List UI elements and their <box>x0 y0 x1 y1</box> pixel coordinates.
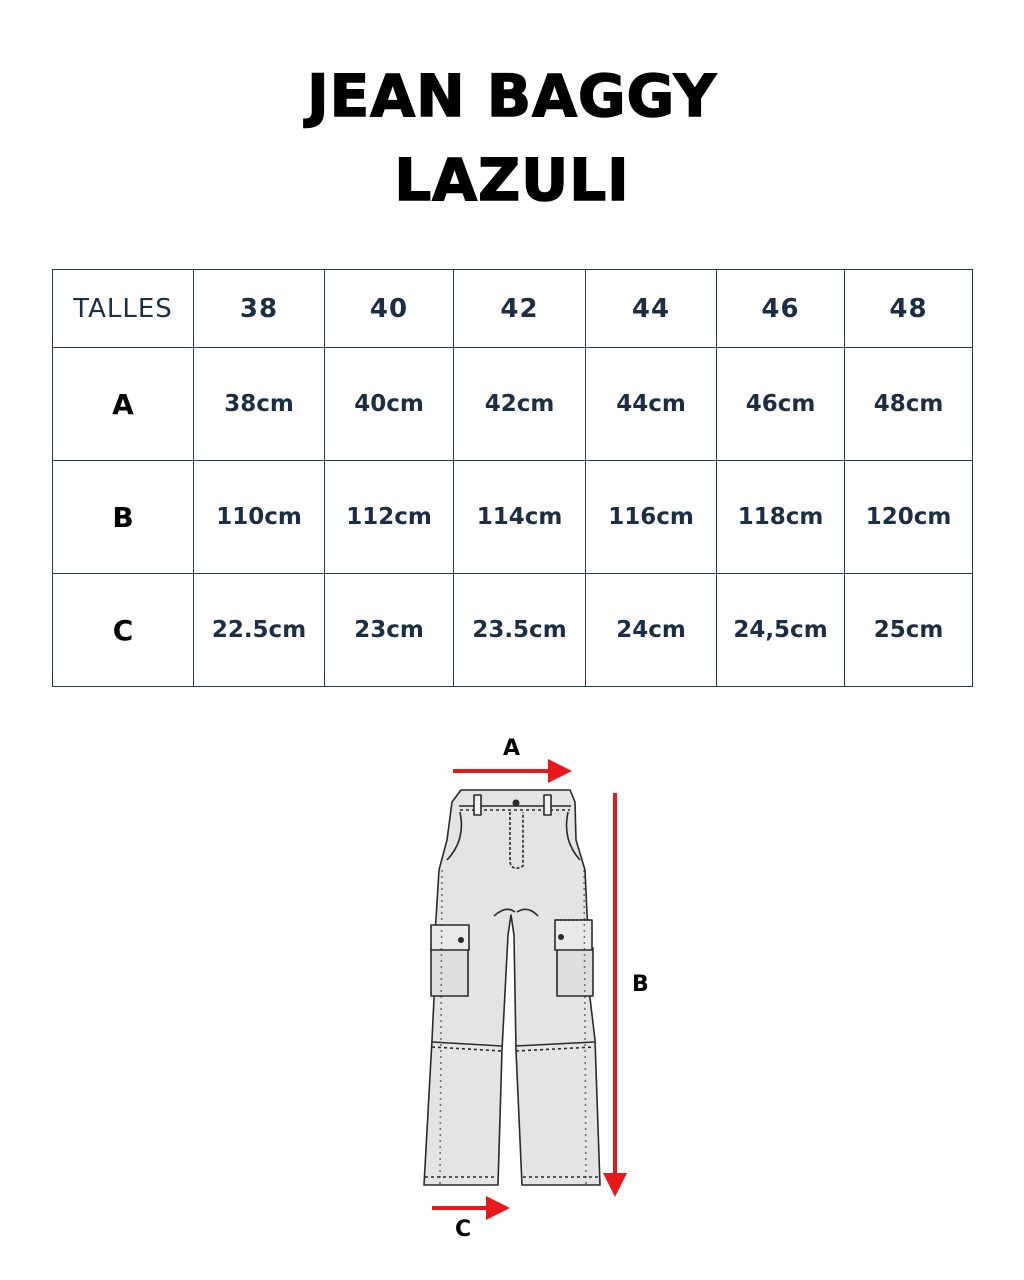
table-cell: 112cm <box>325 461 454 574</box>
table-cell: 24,5cm <box>717 574 845 687</box>
waist-button <box>513 800 520 807</box>
table-cell: 116cm <box>586 461 717 574</box>
row-label: A <box>53 348 194 461</box>
row-label: C <box>53 574 194 687</box>
pants-illustration <box>424 790 600 1185</box>
size-header: 40 <box>325 270 454 348</box>
cargo-button-right <box>558 934 564 940</box>
size-header: 46 <box>717 270 845 348</box>
size-header: 38 <box>194 270 325 348</box>
cargo-pocket-right <box>557 948 593 996</box>
table-cell: 24cm <box>586 574 717 687</box>
cargo-button-left <box>458 937 464 943</box>
table-cell: 110cm <box>194 461 325 574</box>
table-cell: 40cm <box>325 348 454 461</box>
belt-loop <box>544 795 551 815</box>
header-label: TALLES <box>53 270 194 348</box>
table-cell: 118cm <box>717 461 845 574</box>
table-cell: 44cm <box>586 348 717 461</box>
label-c: C <box>455 1217 472 1242</box>
table-cell: 23cm <box>325 574 454 687</box>
cargo-flap-left <box>431 925 469 950</box>
table-cell: 23.5cm <box>454 574 586 687</box>
cargo-pocket-left <box>431 948 468 996</box>
title-line-2: LAZULI <box>394 146 630 214</box>
belt-loop <box>474 795 481 815</box>
table-cell: 114cm <box>454 461 586 574</box>
size-header: 42 <box>454 270 586 348</box>
table-cell: 25cm <box>845 574 973 687</box>
table-cell: 42cm <box>454 348 586 461</box>
table-cell: 48cm <box>845 348 973 461</box>
row-label: B <box>53 461 194 574</box>
label-b: B <box>632 972 649 997</box>
size-header: 48 <box>845 270 973 348</box>
label-a: A <box>503 736 521 761</box>
title-line-1: JEAN BAGGY <box>307 62 717 130</box>
table-cell: 120cm <box>845 461 973 574</box>
table-cell: 46cm <box>717 348 845 461</box>
table-cell: 22.5cm <box>194 574 325 687</box>
table-cell: 38cm <box>194 348 325 461</box>
size-header: 44 <box>586 270 717 348</box>
